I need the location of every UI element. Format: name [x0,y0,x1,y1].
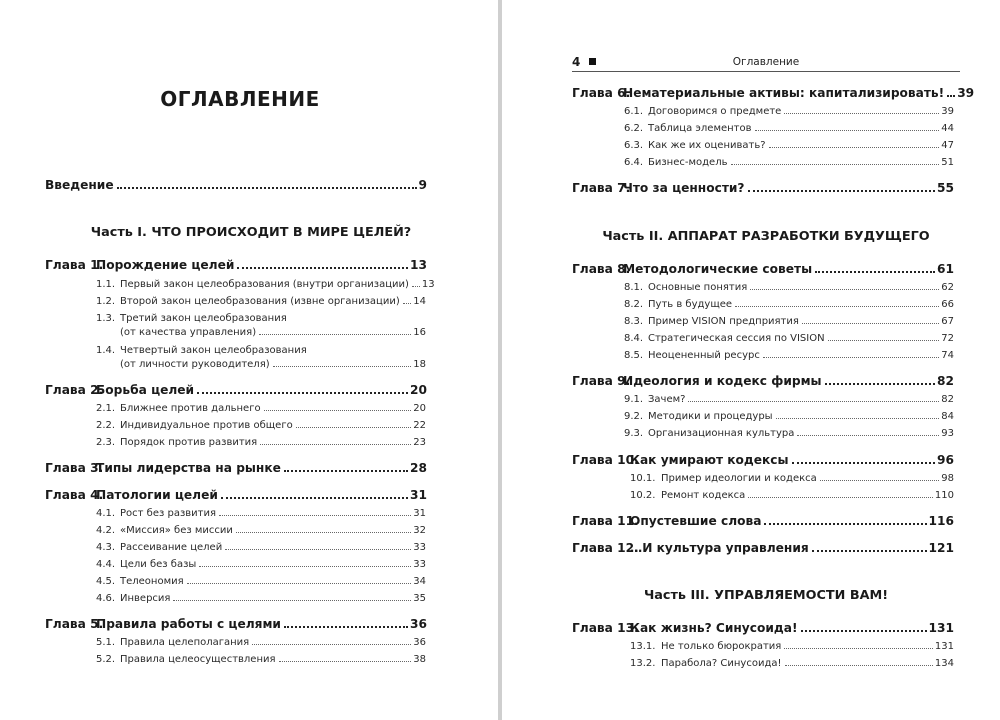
section-9-1[interactable] [624,394,954,405]
section-title-cont: (от личности руководителя) [120,359,270,370]
section-title: Пример VISION предприятия [648,316,799,327]
section-title: Парабола? Синусоида! [661,658,782,669]
chapter-page: 131 [928,621,954,635]
chapter-title: Нематериальные активы: капитализировать! [623,86,945,100]
section-1-4-line1[interactable] [96,345,426,356]
chapter-7[interactable] [572,181,954,195]
part-3-heading: Часть III. УПРАВЛЯЕМОСТИ ВАМ! [643,588,889,603]
section-page: 35 [413,593,426,604]
section-title: Ремонт кодекса [661,490,746,501]
section-num: 2.3. [96,437,116,448]
section-6-1[interactable] [624,106,954,117]
chapter-5[interactable] [45,617,427,631]
section-num: 8.1. [624,282,644,293]
chapter-6[interactable] [572,86,975,100]
section-10-2[interactable] [630,490,954,501]
section-title: «Миссия» без миссии [120,525,233,536]
section-title: Рост без развития [120,508,216,519]
section-num: 4.5. [96,576,116,587]
section-page: 33 [413,542,426,553]
chapter-page: 20 [410,383,427,397]
section-num: 4.2. [96,525,116,536]
section-title: Пример идеологии и кодекса [661,473,817,484]
chapter-page: 28 [410,461,427,475]
section-num: 1.2. [96,296,116,307]
section-title: Неоцененный ресурс [648,350,760,361]
section-2-3[interactable] [96,437,426,448]
section-page: 13 [421,279,435,290]
section-num: 8.2. [624,299,644,310]
chapter-title: Порождение целей [96,258,235,272]
chapter-title: Борьба целей [96,383,195,397]
chapter-11[interactable] [572,514,954,528]
section-title: Договоримся о предмете [648,106,782,117]
section-4-1[interactable] [96,508,426,519]
section-num: 10.1. [630,473,656,484]
chapter-num: Глава 12. [572,541,639,555]
section-title: Второй закон целеобразования (извне организации) [120,296,400,307]
section-page: 39 [941,106,954,117]
section-8-5[interactable] [624,350,954,361]
section-9-3[interactable] [624,428,954,439]
section-num: 13.1. [630,641,656,652]
section-num: 6.3. [624,140,644,151]
section-10-1[interactable] [630,473,954,484]
chapter-num: Глава 7. [572,181,631,195]
intro-page: 9 [418,178,427,192]
section-8-1[interactable] [624,282,954,293]
chapter-page: 13 [410,258,427,272]
section-title: Стратегическая сессия по VISION [648,333,825,344]
part-2-heading: Часть II. АППАРАТ РАЗРАБОТКИ БУДУЩЕГО [602,229,930,244]
part-1-heading: Часть I. ЧТО ПРОИСХОДИТ В МИРЕ ЦЕЛЕЙ? [90,225,412,240]
section-page: 66 [941,299,954,310]
section-4-4[interactable] [96,559,426,570]
chapter-title: Методологические советы [623,262,813,276]
section-num: 6.2. [624,123,644,134]
section-num: 5.2. [96,654,116,665]
section-page: 16 [413,327,426,338]
section-title: Цели без базы [120,559,197,570]
section-num: 5.1. [96,637,116,648]
section-title: Ближнее против дальнего [120,403,261,414]
section-page: 38 [413,654,426,665]
book-spine [498,0,502,720]
section-num: 10.2. [630,490,656,501]
section-page: 22 [413,420,426,431]
section-6-2[interactable] [624,123,954,134]
section-num: 6.4. [624,157,644,168]
chapter-page: 39 [957,86,975,100]
chapter-title: …И культура управления [630,541,809,555]
chapter-2[interactable] [45,383,427,397]
section-page: 32 [413,525,426,536]
chapter-3[interactable] [45,461,427,475]
section-8-2[interactable] [624,299,954,310]
section-page: 18 [413,359,426,370]
section-page: 82 [941,394,954,405]
section-page: 47 [941,140,954,151]
section-num: 1.4. [96,345,116,356]
section-num: 9.3. [624,428,644,439]
section-title: Методики и процедуры [648,411,773,422]
section-6-4[interactable] [624,157,954,168]
section-title: Индивидуальное против общего [120,420,293,431]
chapter-page: 31 [410,488,427,502]
chapter-4[interactable] [45,488,427,502]
section-num: 1.3. [96,313,116,324]
section-2-1[interactable] [96,403,426,414]
section-num: 8.4. [624,333,644,344]
section-title: Таблица элементов [648,123,752,134]
section-title: Правила целеосуществления [120,654,276,665]
chapter-9[interactable] [572,374,954,388]
chapter-page: 121 [928,541,954,555]
section-title: Четвертый закон целеобразования [120,345,307,356]
chapter-num: Глава 11. [572,514,639,528]
chapter-page: 55 [937,181,954,195]
toc-intro[interactable] [45,178,427,192]
chapter-1[interactable] [45,258,427,272]
header-page-number: 4 [572,55,581,69]
section-title: Зачем? [648,394,686,405]
section-num: 9.2. [624,411,644,422]
chapter-title: Идеология и кодекс фирмы [623,374,822,388]
section-title: Основные понятия [648,282,748,293]
section-page: 34 [413,576,426,587]
section-13-2[interactable] [630,658,954,669]
chapter-8[interactable] [572,262,954,276]
section-page: 131 [934,641,954,652]
chapter-page: 61 [937,262,954,276]
section-1-1[interactable] [96,279,435,290]
section-page: 51 [941,157,954,168]
section-num: 13.2. [630,658,656,669]
section-title: Бизнес-модель [648,157,728,168]
section-page: 14 [413,296,426,307]
section-title: Третий закон целеобразования [120,313,287,324]
section-8-3[interactable] [624,316,954,327]
chapter-title: Правила работы с целями [96,617,281,631]
section-page: 33 [413,559,426,570]
section-8-4[interactable] [624,333,954,344]
section-13-1[interactable] [630,641,954,652]
section-title: Не только бюрократия [661,641,782,652]
section-1-4-line2[interactable] [120,359,426,370]
chapter-num: Глава 2. [45,383,104,397]
section-num: 8.5. [624,350,644,361]
section-title: Порядок против развития [120,437,258,448]
section-2-2[interactable] [96,420,426,431]
section-title: Организационная культура [648,428,795,439]
chapter-num: Глава 4. [45,488,104,502]
chapter-title: Что за ценности? [623,181,745,195]
section-title: Инверсия [120,593,171,604]
section-page: 67 [941,316,954,327]
section-num: 4.3. [96,542,116,553]
section-4-5[interactable] [96,576,426,587]
chapter-num: Глава 9. [572,374,631,388]
section-num: 8.3. [624,316,644,327]
chapter-12[interactable] [572,541,954,555]
chapter-page: 116 [928,514,954,528]
section-1-3-line1[interactable] [96,313,426,324]
section-title: Рассеивание целей [120,542,223,553]
chapter-num: Глава 13. [572,621,639,635]
chapter-page: 96 [937,453,954,467]
section-num: 2.1. [96,403,116,414]
section-num: 1.1. [96,279,116,290]
chapter-num: Глава 1. [45,258,104,272]
section-4-2[interactable] [96,525,426,536]
chapter-title: Как жизнь? Синусоида! [630,621,798,635]
section-num: 4.1. [96,508,116,519]
section-1-2[interactable] [96,296,426,307]
section-title: Путь в будущее [648,299,733,310]
section-page: 20 [413,403,426,414]
chapter-title: Типы лидерства на рынке [96,461,281,475]
chapter-num: Глава 10. [572,453,639,467]
section-5-1[interactable] [96,637,426,648]
section-title: Правила целеполагания [120,637,250,648]
chapter-page: 82 [937,374,954,388]
section-page: 31 [413,508,426,519]
section-4-3[interactable] [96,542,426,553]
section-4-6[interactable] [96,593,426,604]
left-page [0,0,498,720]
chapter-title: Опустевшие слова [630,514,762,528]
running-header [572,55,960,72]
section-page: 44 [941,123,954,134]
section-page: 72 [941,333,954,344]
section-title: Телеономия [120,576,184,587]
section-page: 36 [413,637,426,648]
section-page: 23 [413,437,426,448]
section-1-3-line2[interactable] [120,327,426,338]
chapter-num: Глава 6. [572,86,631,100]
section-page: 93 [941,428,954,439]
chapter-10[interactable] [572,453,954,467]
section-num: 4.6. [96,593,116,604]
section-num: 2.2. [96,420,116,431]
section-page: 98 [941,473,954,484]
chapter-title: Патологии целей [96,488,218,502]
chapter-title: Как умирают кодексы [630,453,789,467]
section-9-2[interactable] [624,411,954,422]
section-page: 110 [934,490,954,501]
section-num: 6.1. [624,106,644,117]
intro-label: Введение [45,178,114,192]
section-6-3[interactable] [624,140,954,151]
section-5-2[interactable] [96,654,426,665]
section-num: 4.4. [96,559,116,570]
chapter-page: 36 [410,617,427,631]
section-title: Первый закон целеобразования (внутри организации) [120,279,409,290]
section-num: 9.1. [624,394,644,405]
section-title-cont: (от качества управления) [120,327,257,338]
toc-title: ОГЛАВЛЕНИЕ [160,87,320,111]
section-page: 74 [941,350,954,361]
section-page: 134 [934,658,954,669]
section-page: 62 [941,282,954,293]
chapter-13[interactable] [572,621,954,635]
chapter-num: Глава 3. [45,461,104,475]
header-title: Оглавление [732,56,800,68]
chapter-num: Глава 8. [572,262,631,276]
chapter-num: Глава 5. [45,617,104,631]
section-page: 84 [941,411,954,422]
section-title: Как же их оценивать? [648,140,766,151]
